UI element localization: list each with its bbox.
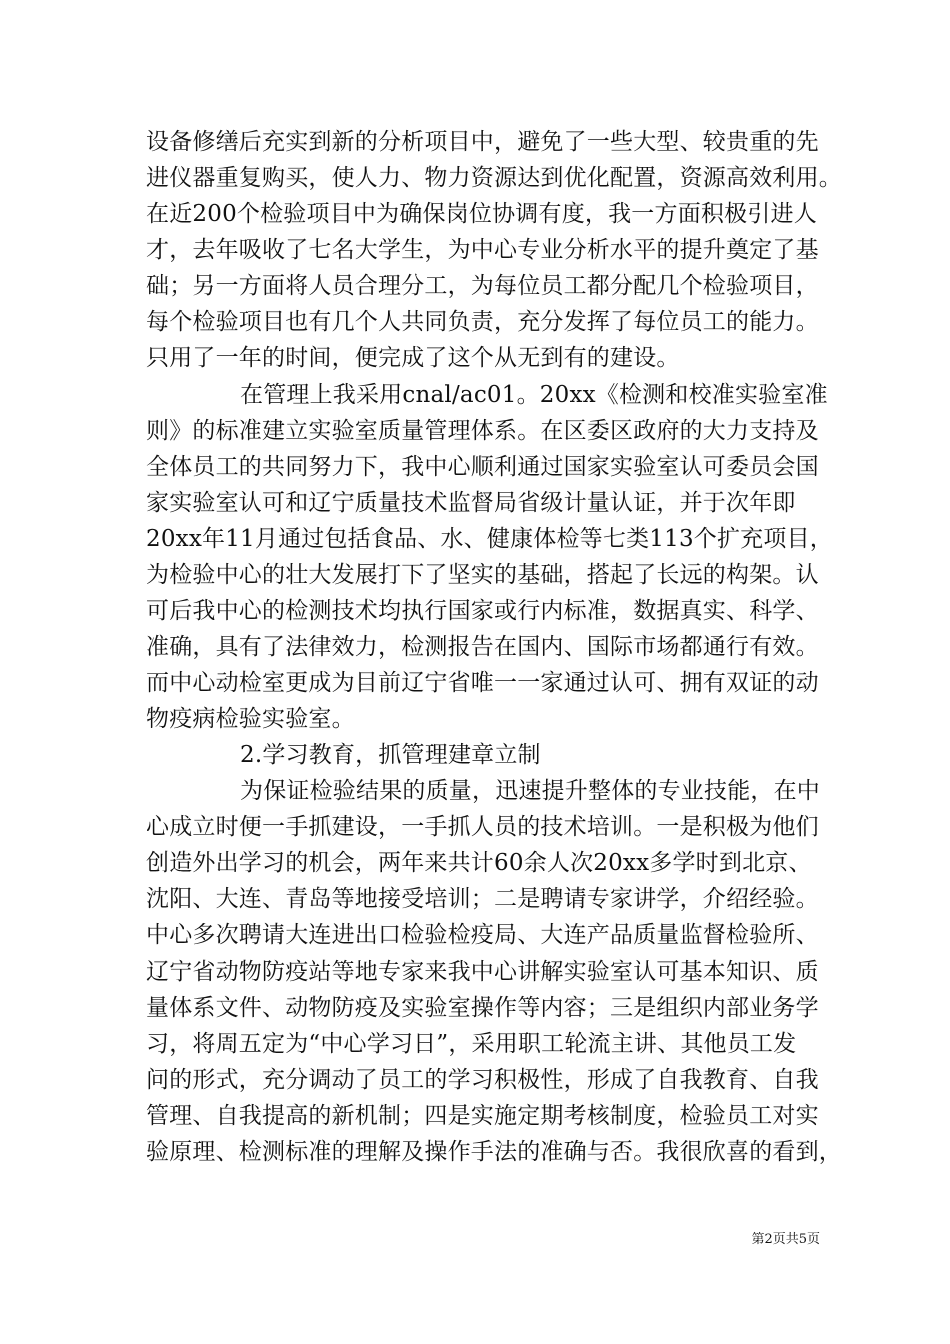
body-text-line: 在近200个检验项目中为确保岗位协调有度，我一方面积极引进人	[146, 201, 817, 227]
body-text-line: 而中心动检室更成为目前辽宁省唯一一家通过认可、拥有双证的动	[146, 670, 819, 696]
paragraph-start-line: 在管理上我采用cnal/ac01。20xx《检测和校准实验室准	[240, 382, 828, 408]
body-text-line: 物疫病检验实验室。	[146, 706, 355, 732]
body-text-line: 进仪器重复购买，使人力、物力资源达到优化配置，资源高效利用。	[146, 165, 842, 191]
body-text-line: 准确，具有了法律效力，检测报告在国内、国际市场都通行有效。	[146, 634, 819, 660]
body-text-line: 习，将周五定为“中心学习日”，采用职工轮流主讲、其他员工发	[146, 1031, 797, 1057]
body-text-line: 心成立时便一手抓建设，一手抓人员的技术培训。一是积极为他们	[146, 814, 819, 840]
body-text-line: 20xx年11月通过包括食品、水、健康体检等七类113个扩充项目，	[146, 526, 833, 552]
body-text-line: 家实验室认可和辽宁质量技术监督局省级计量认证，并于次年即	[146, 490, 796, 516]
body-text-line: 为检验中心的壮大发展打下了坚实的基础，搭起了长远的构架。认	[146, 562, 819, 588]
body-text-line: 只用了一年的时间，便完成了这个从无到有的建设。	[146, 345, 680, 371]
body-text-line: 沈阳、大连、青岛等地接受培训；二是聘请专家讲学，介绍经验。	[146, 886, 819, 912]
body-text-line: 验原理、检测标准的理解及操作手法的准确与否。我很欣喜的看到，	[146, 1139, 842, 1165]
body-text-line: 才，去年吸收了七名大学生，为中心专业分析水平的提升奠定了基	[146, 237, 819, 263]
page-footer	[0, 1232, 820, 1248]
body-text-line: 每个检验项目也有几个人共同负责，充分发挥了每位员工的能力。	[146, 309, 819, 335]
body-text-line: 管理、自我提高的新机制；四是实施定期考核制度，检验员工对实	[146, 1103, 819, 1129]
body-text-line: 则》的标准建立实验室质量管理体系。在区委区政府的大力支持及	[146, 418, 819, 444]
body-text-line: 设备修缮后充实到新的分析项目中，避免了一些大型、较贵重的先	[146, 129, 819, 155]
body-text-line: 中心多次聘请大连进出口检验检疫局、大连产品质量监督检验所、	[146, 922, 819, 948]
body-text-line: 可后我中心的检测技术均执行国家或行内标准，数据真实、科学、	[146, 598, 819, 624]
body-text-line: 础；另一方面将人员合理分工，为每位员工都分配几个检验项目，	[146, 273, 819, 299]
body-text-line: 全体员工的共同努力下，我中心顺利通过国家实验室认可委员会国	[146, 454, 819, 480]
section-heading: 2.学习教育，抓管理建章立制	[240, 742, 541, 768]
page-number-label: 第2页共5页	[751, 1232, 820, 1247]
body-text-line: 辽宁省动物防疫站等地专家来我中心讲解实验室认可基本知识、质	[146, 959, 819, 985]
body-text-line: 创造外出学习的机会，两年来共计60余人次20xx多学时到北京、	[146, 850, 812, 876]
body-text-line: 问的形式，充分调动了员工的学习积极性，形成了自我教育、自我	[146, 1067, 819, 1093]
paragraph-start-line: 为保证检验结果的质量，迅速提升整体的专业技能，在中	[240, 778, 820, 804]
body-text-line: 量体系文件、动物防疫及实验室操作等内容；三是组织内部业务学	[146, 995, 819, 1021]
